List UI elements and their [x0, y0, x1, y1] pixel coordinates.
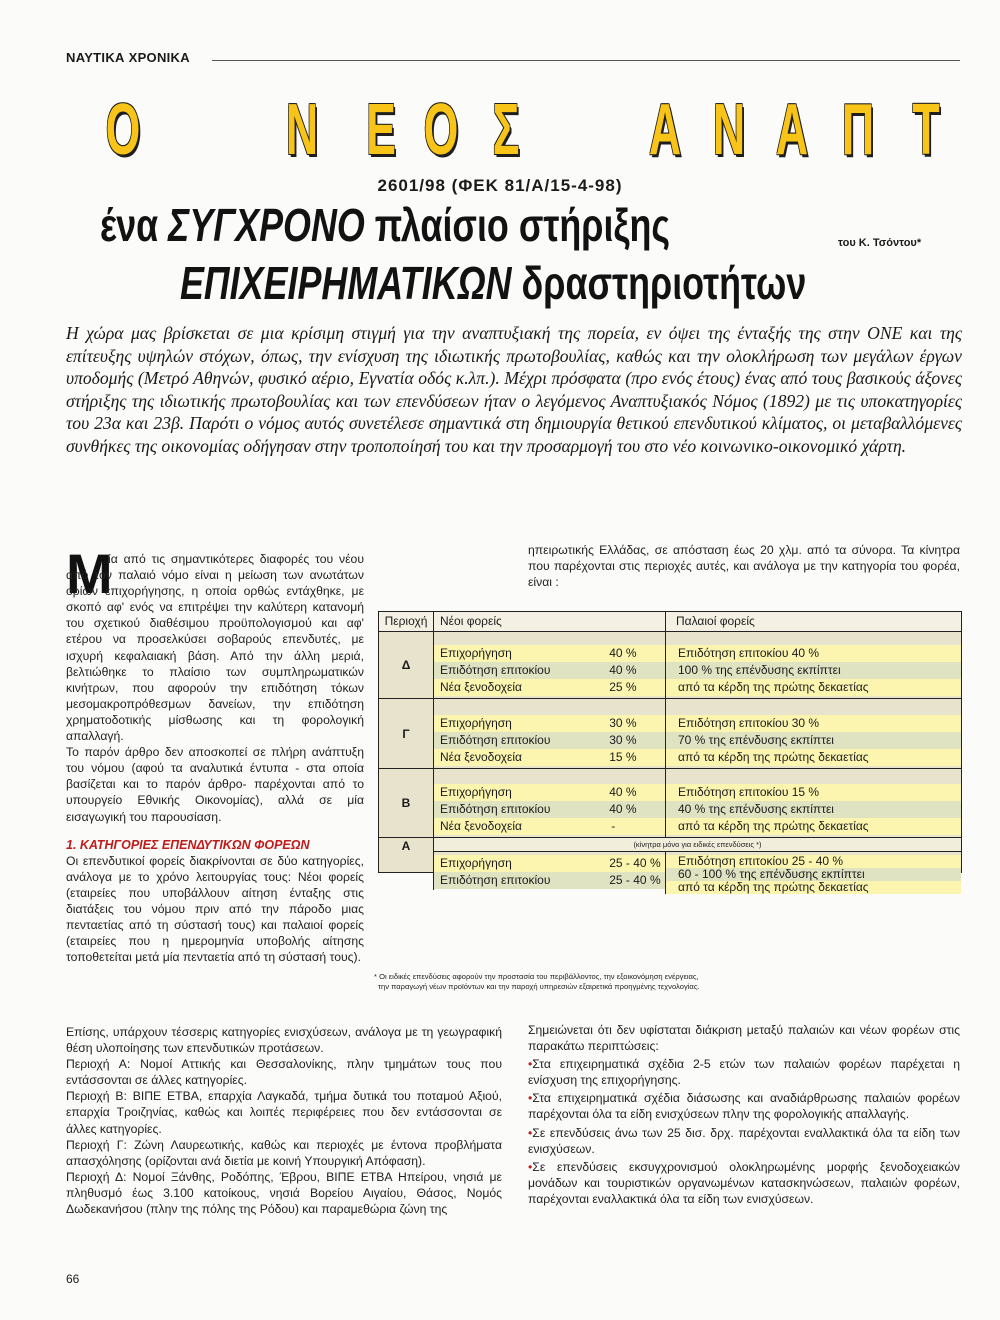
categories-paragraph: Οι επενδυτικοί φορείς διακρίνονται σε δύο κατηγορίες, ανάλογα με το χρόνο λειτουργίας τους: Νέοι φορείς (εταιρείες που υποβάλλουν αίτηση ένταξης στις διατάξεις του νόμου πριν από την πάροδο μιας πενταετίας από τη σύστασή τους) και παλαιοί φορείς (εταιρείες που η ημερομηνία υποβολής αίτησης τοποθετείται μετά μία πενταετία από τη σύστασή τους).	[66, 853, 364, 965]
incentive-pct: 25 - 40 %	[609, 873, 661, 887]
table-row	[379, 769, 961, 838]
bullet-mark: •	[528, 1125, 533, 1140]
region-cell: Δ	[379, 632, 434, 698]
value-row	[434, 662, 665, 679]
headline-word: ένα	[100, 199, 169, 251]
bullet-text: Στα επιχειρηματικά σχέδια διάσωσης και αναδιάρθρωσης παλαιών φορέων παρέχονται όλα τα είδη ενισχύσεων πλην της φορολογικής απαλλαγής.	[528, 1091, 960, 1122]
bullet-mark: •	[528, 1091, 533, 1106]
region-cell: Β	[379, 769, 434, 837]
title-letter: Ν	[712, 90, 746, 170]
value-row	[434, 801, 665, 818]
title-letter: Α	[648, 90, 682, 170]
table-row	[379, 632, 961, 699]
old-cell	[666, 699, 961, 768]
incentive-pct: -	[611, 819, 616, 833]
value-row	[434, 784, 665, 801]
incentive-label: Επιδότηση επιτοκίου	[440, 873, 551, 887]
old-line: 100 % της επένδυσης εκπίπτει	[666, 662, 961, 679]
incentive-pct: 40 %	[609, 646, 637, 660]
value-row	[434, 645, 665, 662]
incentive-label: Επιδότηση επιτοκίου	[440, 733, 551, 747]
incentive-label: Επιχορήγηση	[440, 716, 512, 730]
right-top-text	[528, 542, 960, 590]
title-letter: Ν	[285, 90, 319, 170]
header-new: Νέοι φορείς	[434, 612, 666, 631]
title-letter: Ο	[423, 90, 459, 170]
region-cell: Α	[379, 838, 434, 890]
value-row	[434, 818, 665, 835]
region-a-body	[434, 838, 961, 894]
old-line: 40 % της επένδυσης εκπίπτει	[666, 801, 961, 818]
incentive-pct: 25 %	[609, 680, 637, 694]
intro-paragraph: ία από τις σημαντικότερες διαφορές του νέου από τον παλαιό νόμο είναι η μείωση των ανωτάτων ορίων επιχορήγησης, η οποία ορθώς εντάχθηκε, με σκοπό αφ' ενός να επιτρέψει την καλύτερη κατανομή του σχετικού διαθέσιμου προϋπολογισμού και αφ' ετέρου να προσελκύσει σοβαρούς επενδυτές, με ισχυρή κεφαλαιακή βάση. Από την άλλη μεριά, βελτιώθηκε το πλαίσιο των συμπληρωματικών κινήτρων, που αφορούν την επιδότηση τόκων μεσομακροπρόθεσμων δανείων, την επιδότηση χρηματοδοτικής μίσθωσης και τη φορολογική απαλλαγή.	[66, 552, 364, 744]
value-row	[434, 855, 665, 872]
header-rule	[212, 60, 960, 61]
value-row	[434, 872, 665, 889]
value-row	[434, 679, 665, 696]
value-row	[434, 715, 665, 732]
incentive-label: Νέα ξενοδοχεία	[440, 680, 522, 694]
bl-paragraph: Περιοχή Γ: Ζώνη Λαυρεωτικής, καθώς και περιοχές με έντονα προβλήματα απασχόλησης (ορίζονται ανά διετία με κοινή Υπουργική Απόφαση).	[66, 1137, 502, 1168]
bullet-mark: •	[528, 1159, 533, 1174]
special-note: (κίνητρα μόνο για ειδικές επενδύσεις *)	[434, 838, 961, 852]
incentive-label: Επιδότηση επιτοκίου	[440, 802, 551, 816]
old-line: Επιδότηση επιτοκίου 40 %	[666, 645, 961, 662]
footnote-line: * Οι ειδικές επενδύσεις αφορούν την προστασία του περιβάλλοντος, την εξοικονόμηση ενέργειας,	[374, 972, 699, 981]
bl-paragraph: Περιοχή Β: ΒΙΠΕ ΕΤΒΑ, επαρχία Λαγκαδά, τμήμα δυτικά του ποταμού Αξιού, επαρχία Τροιζηνίας, καθώς και λοιπές περιφέρειες που δεν εντάσσονται σε άλλες κατηγορίες.	[66, 1089, 502, 1136]
title-letter: Π	[841, 90, 875, 170]
title-letter: Τ	[912, 90, 940, 170]
bullet-item	[528, 1090, 960, 1122]
bottom-left-column	[66, 1024, 502, 1217]
bullet-text: Σε επενδύσεις άνω των 25 δισ. δρχ. παρέχονται εναλλακτικά όλα τα είδη των ενισχύσεων.	[528, 1125, 960, 1156]
incentive-pct: 40 %	[609, 785, 637, 799]
incentive-pct: 40 %	[609, 802, 637, 816]
headline-emphasis: ΣΥΓΧΡΟΝΟ	[168, 199, 365, 251]
bl-paragraph: Περιοχή Δ: Νομοί Ξάνθης, Ροδόπης, Έβρου, ΒΙΠΕ ΕΤΒΑ Ηπείρου, νησιά με πληθυσμό έως 3.100 κατοίκους, νησιά Βορείου Αιγαίου, Θάσος, Νομός Δωδεκανήσου (πλην της πόλης της Ρόδου) και παραμεθώρια ζώνη της	[66, 1169, 502, 1217]
old-line: από τα κέρδη της πρώτης δεκαετίας	[666, 818, 961, 835]
old-line: από τα κέρδη της πρώτης δεκαετίας	[666, 679, 961, 696]
incentive-label: Επιδότηση επιτοκίου	[440, 663, 551, 677]
footnote-line: την παραγωγή νέων προϊόντων και την παροχή υπηρεσιών εξαιρετικά προηγμένης τεχνολογίας.	[378, 982, 700, 991]
headline-word: πλαίσιο στήριξης	[364, 199, 671, 251]
bl-paragraph: Επίσης, υπάρχουν τέσσερις κατηγορίες ενισχύσεων, ανάλογα με τη γεωγραφική θέση υλοποίησης των επενδυτικών προτάσεων.	[66, 1025, 502, 1056]
bullet-item	[528, 1159, 960, 1207]
bullet-mark: •	[528, 1057, 533, 1072]
old-cell	[666, 769, 961, 837]
scope-paragraph: Το παρόν άρθρο δεν αποσκοπεί σε πλήρη ανάπτυξη του νόμου (αφού τα αναλυτικά έντυπα - στα οποία βασίζεται και το παρόν άρθρο- παρέχονται από το υπουργείο Εθνικής Οικονομίας), αλλά σε μία εισαγωγική του παρουσίαση.	[66, 745, 364, 824]
table-footnote	[374, 972, 964, 992]
old-line: από τα κέρδη της πρώτης δεκαετίας	[666, 749, 961, 766]
title-letter: Α	[775, 90, 809, 170]
lead-paragraph: Η χώρα μας βρίσκεται σε μια κρίσιμη στιγμή για την αναπτυξιακή της πορεία, εν όψει της ένταξής της στην ΟΝΕ και της επίτευξης υψηλών στόχων, όπως, την ενίσχυση της ιδιωτικής πρωτοβουλίας, καθώς και την ολοκλήρωση των μεγάλων έργων υποδομής (Μετρό Αθηνών, φυσικό αέριο, Εγνατία οδός κ.λπ.). Μέχρι πρόσφατα (προ ενός έτους) ένας από τους βασικούς άξονες στήριξης της ιδιωτικής πρωτοβουλίας και των επενδύσεων ήταν ο λεγόμενος Αναπτυξιακός Νόμος (1892) με τις υποκατηγορίες του 23α και 23β. Παρότι ο νόμος αυτός συνετέλεσε σημαντικά στη δημιουργία θετικού επενδυτικού κλίματος, οι μεταβαλλόμενες συνθήκες της οικονομίας οδήγησαν στην τροποποίησή του και την προσαρμογή του στο νέο κοινωνικο-οικονομικό χάρτη.	[66, 323, 962, 456]
bullet-text: Σε επενδύσεις εκσυγχρονισμού ολοκληρωμένης μορφής ξενοδοχειακών μονάδων και τουριστικών οργανωμένων κατασκηνώσεων, παλαιών φορέων, παρέχονται εναλλακτικά όλα τα είδη των ενισχύσεων.	[528, 1159, 960, 1206]
old-line: από τα κέρδη της πρώτης δεκαετίας	[666, 881, 961, 894]
title-letter: Ο	[105, 90, 141, 170]
old-line: 60 - 100 % της επένδυσης εκπίπτει	[666, 868, 961, 881]
region-a-values	[434, 852, 961, 894]
value-row	[434, 732, 665, 749]
new-cell	[434, 769, 666, 837]
incentive-pct: 25 - 40 %	[609, 856, 661, 870]
table-header	[379, 612, 961, 632]
right-intro-paragraph: ηπειρωτικής Ελλάδας, σε απόσταση έως 20 χλμ. από τα σύνορα. Τα κίνητρα που παρέχονται στις περιοχές αυτές, και ανάλογα με την κατηγορία του φορέα, είναι :	[528, 543, 960, 590]
section-heading: 1. ΚΑΤΗΓΟΡΙΕΣ ΕΠΕΝΔΥΤΙΚΩΝ ΦΟΡΕΩΝ	[66, 837, 310, 852]
bottom-right-column	[528, 1022, 960, 1207]
bullet-item	[528, 1125, 960, 1157]
incentive-label: Επιχορήγηση	[440, 856, 512, 870]
incentive-pct: 30 %	[609, 733, 637, 747]
headline-word: δραστηριοτήτων	[511, 257, 807, 309]
table-row	[379, 838, 961, 894]
old-line: Επιδότηση επιτοκίου 25 - 40 %	[666, 855, 961, 868]
bullet-item	[528, 1056, 960, 1088]
old-cell	[666, 852, 961, 894]
author-byline: του Κ. Τσόντου*	[838, 237, 922, 249]
section-title: ΝΑΥΤΙΚΑ ΧΡΟΝΙΚΑ	[66, 50, 190, 65]
table-row	[379, 699, 961, 769]
value-row	[434, 749, 665, 766]
incentive-pct: 40 %	[609, 663, 637, 677]
incentive-label: Επιχορήγηση	[440, 646, 512, 660]
incentive-label: Νέα ξενοδοχεία	[440, 819, 522, 833]
drop-cap: Μ	[66, 542, 113, 605]
bullet-text: Στα επιχειρηματικά σχέδια 2-5 ετών των παλαιών φορέων παρέχεται η ενίσχυση της επιχορήγησης.	[528, 1057, 960, 1088]
headline-line-1	[100, 198, 670, 252]
br-intro: Σημειώνεται ότι δεν υφίσταται διάκριση μεταξύ παλαιών και νέων φορέων στις παρακάτω περιπτώσεις:	[528, 1023, 960, 1054]
old-line: Επιδότηση επιτοκίου 15 %	[666, 784, 961, 801]
old-cell	[666, 632, 961, 698]
law-reference: 2601/98 (ΦΕΚ 81/Α/15-4-98)	[377, 176, 623, 195]
old-line: Επιδότηση επιτοκίου 30 %	[666, 715, 961, 732]
new-cell	[434, 699, 666, 768]
incentive-label: Επιχορήγηση	[440, 785, 512, 799]
incentives-table	[378, 611, 962, 894]
header-old: Παλαιοί φορείς	[676, 614, 755, 628]
incentive-label: Νέα ξενοδοχεία	[440, 750, 522, 764]
incentive-pct: 15 %	[609, 750, 637, 764]
bl-paragraph: Περιοχή Α: Νομοί Αττικής και Θεσσαλονίκης, πλην τμημάτων τους που εντάσσονται σε άλλες κατηγορίες.	[66, 1057, 502, 1088]
old-line: 70 % της επένδυσης εκπίπτει	[666, 732, 961, 749]
region-cell: Γ	[379, 699, 434, 768]
title-letter: Ε	[366, 90, 396, 170]
new-cell	[434, 852, 666, 894]
page-number: 66	[66, 1272, 80, 1286]
title-letter: Σ	[492, 90, 520, 170]
headline-line-2	[180, 256, 806, 310]
headline-emphasis: ΕΠΙΧΕΙΡΗΜΑΤΙΚΩΝ	[180, 257, 512, 309]
new-cell	[434, 632, 666, 698]
incentive-pct: 30 %	[609, 716, 637, 730]
header-region: Περιοχή	[379, 612, 434, 631]
left-column	[66, 542, 364, 965]
